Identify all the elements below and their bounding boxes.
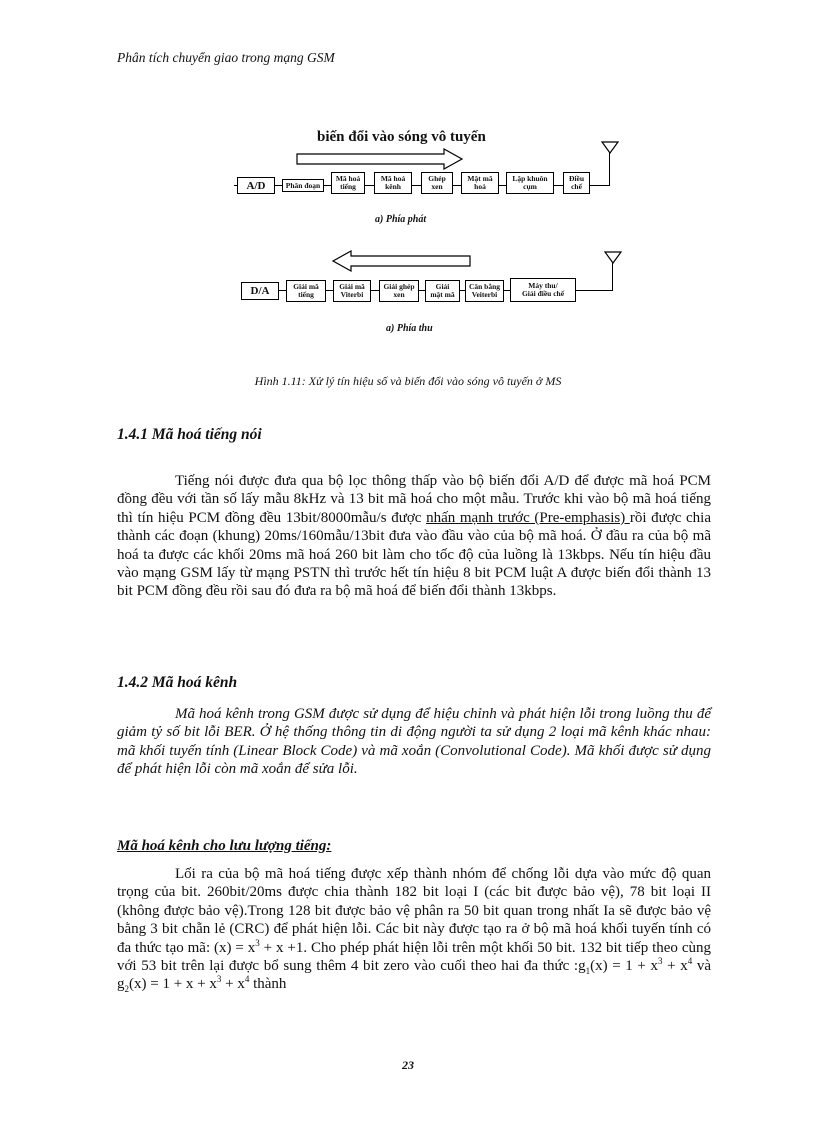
- tx-caption: a) Phía phát: [375, 214, 427, 225]
- rx-antenna-icon: [604, 251, 622, 264]
- tx-block-burst-formatting: Lập khuôn cụm: [506, 172, 554, 194]
- rx-caption: a) Phía thu: [386, 323, 433, 334]
- diagram-title: biến đổi vào sóng vô tuyến: [317, 129, 486, 145]
- rx-block-equalizer: Cân bằng Veiterbi: [465, 280, 504, 302]
- tx-direction-arrow: [296, 148, 464, 170]
- rx-block-deinterleaving: Giải ghép xen: [379, 280, 419, 302]
- figure-caption: Hình 1.11: Xử lý tín hiệu số và biến đổi vào sóng vô tuyến ở MS: [254, 374, 562, 388]
- page-header: Phân tích chuyển giao trong mạng GSM: [117, 50, 335, 65]
- rx-direction-arrow: [332, 250, 472, 272]
- subsection-heading-speech-traffic: Mã hoá kênh cho lưu lượng tiếng:: [117, 838, 332, 854]
- tx-block-channel-coding: Mã hoá kênh: [374, 172, 412, 194]
- page-number: 23: [402, 1058, 414, 1072]
- rx-block-da: D/A: [241, 282, 279, 300]
- section-heading-speech-coding: 1.4.1 Mã hoá tiếng nói: [117, 426, 262, 443]
- tx-block-ad: A/D: [237, 177, 275, 194]
- paragraph-channel-coding: Mã hoá kênh trong GSM được sử dụng để hiệu chỉnh và phát hiện lỗi trong luồng thu để giảm tỷ số bit lỗi BER. Ở hệ thống thông tin di động người ta sử dụng 2 loại mã kênh khác nhau: mã khối tuyến tính (Linear Block Code) và mã xoắn (Convolutional Code). Mã khối được sử dụng để phát hiện lỗi còn mã xoắn để sửa lỗi.: [117, 706, 711, 778]
- tx-block-modulation: Điều chế: [563, 172, 590, 194]
- rx-block-speech-decoding: Giải mã tiếng: [286, 280, 326, 302]
- rx-antenna-mast: [612, 263, 613, 291]
- tx-antenna-icon: [601, 141, 619, 154]
- tx-block-ciphering: Mật mã hoá: [461, 172, 499, 194]
- figure-diagram: [0, 0, 816, 400]
- tx-antenna-mast: [609, 152, 610, 186]
- rx-block-receiver-demodulation: Máy thu/ Giải điều chế: [510, 278, 576, 302]
- section-heading-channel-coding: 1.4.2 Mã hoá kênh: [117, 674, 238, 691]
- rx-block-viterbi-decoding: Giải mã Viterbi: [333, 280, 371, 302]
- rx-block-deciphering: Giải mật mã: [425, 280, 460, 302]
- underlined-term: nhấn mạnh trước (Pre-emphasis): [426, 509, 630, 526]
- tx-block-speech-coding: Mã hoá tiếng: [331, 172, 365, 194]
- paragraph-speech-coding: Tiếng nói được đưa qua bộ lọc thông thấp vào bộ biến đổi A/D để được mã hoá PCM đồng đều với tần số lấy mẫu 8kHz và 13 bit mã hoá cho một mẫu. Trước khi vào bộ mã hoá tiếng thì tín hiệu PCM đồng đều 13bit/8000mẫu/s được nhấn mạnh trước (Pre-emphasis) rồi được chia thành các đoạn (khung) 20ms/160mẫu/13bit đưa vào đầu vào của bộ mã hoá. Ở đầu ra của bộ mã hoá ta được các khối 20ms mã hoá 260 bit làm cho tốc độ của luồng là 13kbps. Nếu tín hiệu đầu vào mạng GSM lấy từ mạng PSTN thì trước hết tín hiệu 8 bit PCM luật A được biến đổi thành 13 bit PCM đồng đều rồi sau đó đưa ra bộ mã hoá để biến đổi thành 13kbps.: [117, 473, 712, 600]
- tx-block-interleaving: Ghép xen: [421, 172, 453, 194]
- paragraph-speech-traffic-coding: Lối ra của bộ mã hoá tiếng được xếp thành nhóm để chống lỗi dựa vào mức độ quan trọng của bit. 260bit/20ms được chia thành 182 bit loại I (các bit được bảo vệ), 78 bit loại II (không được bảo vệ).Trong 128 bit được bảo vệ phân ra 50 bit quan trong nhất Ia sẽ được bảo vệ bằng 3 bit chẵn lẻ (CRC) để phát hiện lỗi. Các bit này được tạo ra ở bộ mã hoá khối tuyến tính có đa thức tạo mã: $(x) = x^3 + x +1$. Cho phép phát hiện lỗi trên một khối 50 bit. 132 bit tiếp theo cùng với 53 bit trên lại được bổ sung thêm 4 bit zero vào cuối theo hai đa thức $:g_1(x) = 1 + x^3 + x^4$ và $g_2(x) = 1 + x + x^3 + x^4$ thành: [117, 866, 711, 995]
- tx-block-segmentation: Phân đoạn: [282, 179, 324, 192]
